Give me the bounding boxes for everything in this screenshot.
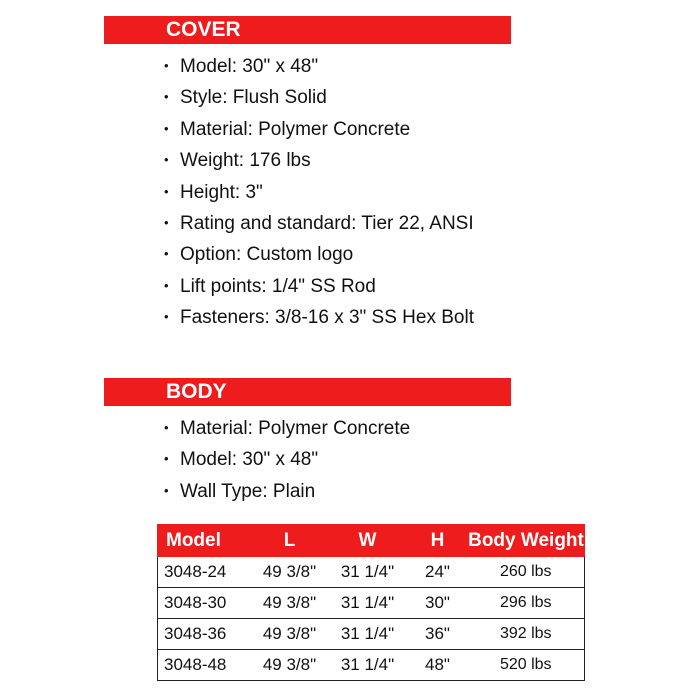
bullet-icon: • bbox=[164, 152, 169, 168]
table-row bbox=[158, 557, 585, 588]
bullet-icon: • bbox=[164, 214, 169, 230]
cell-height: 24" bbox=[408, 557, 468, 588]
cell-model: 3048-24 bbox=[158, 557, 252, 588]
dimensions-table bbox=[157, 524, 585, 681]
cell-height: 30" bbox=[408, 588, 468, 619]
list-item: • Option: Custom logo bbox=[164, 238, 474, 269]
column-header-height: H bbox=[408, 525, 468, 557]
column-header-body-weight: Body Weight bbox=[468, 525, 585, 557]
list-item: • Fasteners: 3/8-16 x 3" SS Hex Bolt bbox=[164, 301, 474, 332]
bullet-icon: • bbox=[164, 420, 169, 435]
cell-body-weight: 260 lbs bbox=[468, 557, 585, 588]
cell-height: 48" bbox=[408, 650, 468, 681]
list-item: • Material: Polymer Concrete bbox=[164, 113, 474, 144]
cell-model: 3048-30 bbox=[158, 588, 252, 619]
body-section-header: BODY bbox=[104, 378, 511, 406]
cell-width: 31 1/4" bbox=[328, 650, 408, 681]
cell-length: 49 3/8" bbox=[252, 650, 328, 681]
cell-model: 3048-36 bbox=[158, 619, 252, 650]
cell-length: 49 3/8" bbox=[252, 588, 328, 619]
cell-width: 31 1/4" bbox=[328, 588, 408, 619]
cell-height: 36" bbox=[408, 619, 468, 650]
list-item: • Rating and standard: Tier 22, ANSI bbox=[164, 207, 474, 238]
list-item: • Model: 30" x 48" bbox=[164, 443, 410, 474]
bullet-icon: • bbox=[164, 277, 169, 293]
cell-body-weight: 296 lbs bbox=[468, 588, 585, 619]
body-spec-list bbox=[164, 412, 410, 506]
list-item: • Height: 3" bbox=[164, 176, 474, 207]
cell-body-weight: 392 lbs bbox=[468, 619, 585, 650]
list-item: • Style: Flush Solid bbox=[164, 81, 474, 112]
bullet-icon: • bbox=[164, 89, 169, 105]
bullet-icon: • bbox=[164, 309, 169, 325]
bullet-icon: • bbox=[164, 58, 169, 73]
cell-model: 3048-48 bbox=[158, 650, 252, 681]
list-item: • Lift points: 1/4" SS Rod bbox=[164, 270, 474, 301]
column-header-model: Model bbox=[158, 525, 252, 557]
cover-spec-list bbox=[164, 50, 474, 333]
column-header-width: W bbox=[328, 525, 408, 557]
bullet-icon: • bbox=[164, 120, 169, 136]
bullet-icon: • bbox=[164, 246, 169, 262]
list-item: • Model: 30" x 48" bbox=[164, 50, 474, 81]
bullet-icon: • bbox=[164, 183, 169, 199]
bullet-icon: • bbox=[164, 482, 169, 498]
table-row bbox=[158, 650, 585, 681]
cover-section-header: COVER bbox=[104, 16, 511, 44]
list-item: • Material: Polymer Concrete bbox=[164, 412, 410, 443]
column-header-length: L bbox=[252, 525, 328, 557]
table-header-row bbox=[158, 525, 585, 557]
bullet-icon: • bbox=[164, 451, 169, 467]
cell-width: 31 1/4" bbox=[328, 619, 408, 650]
cell-body-weight: 520 lbs bbox=[468, 650, 585, 681]
cell-length: 49 3/8" bbox=[252, 619, 328, 650]
cell-width: 31 1/4" bbox=[328, 557, 408, 588]
cell-length: 49 3/8" bbox=[252, 557, 328, 588]
list-item: • Weight: 176 lbs bbox=[164, 144, 474, 175]
table-row bbox=[158, 588, 585, 619]
list-item: • Wall Type: Plain bbox=[164, 475, 410, 506]
table-row bbox=[158, 619, 585, 650]
